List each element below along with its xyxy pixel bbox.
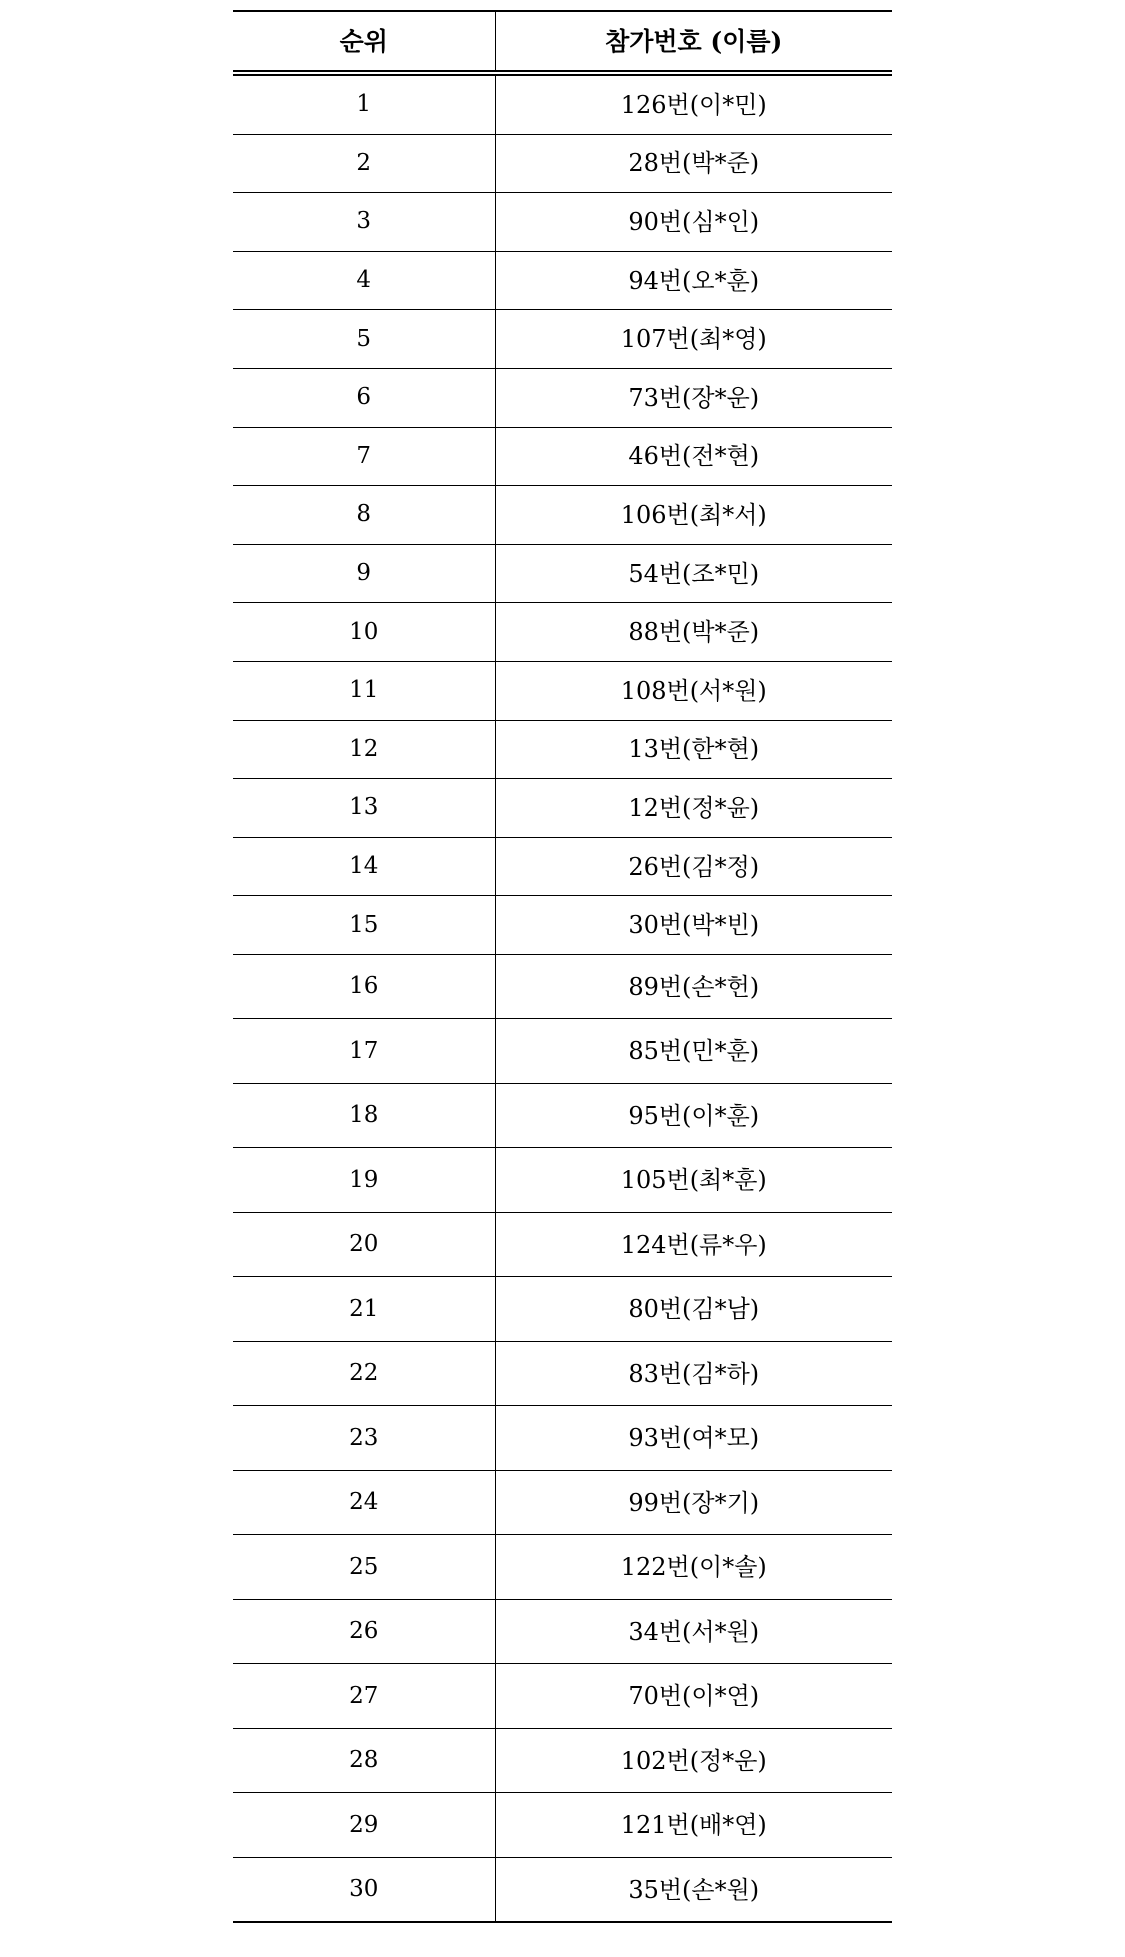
table-row (233, 1793, 892, 1858)
table-row (233, 368, 892, 427)
table-row (233, 1599, 892, 1664)
entry-cell: 85번(민*훈) (495, 1019, 892, 1084)
entry-cell: 34번(서*원) (495, 1599, 892, 1664)
entry-cell: 46번(전*현) (495, 427, 892, 486)
table-body (233, 73, 892, 1922)
rank-cell: 25 (233, 1535, 495, 1600)
rank-cell: 9 (233, 544, 495, 603)
rank-cell: 21 (233, 1277, 495, 1342)
entry-cell: 80번(김*남) (495, 1277, 892, 1342)
entry-cell: 35번(손*원) (495, 1857, 892, 1922)
header-entry: 참가번호 (이름) (495, 11, 892, 73)
table-row (233, 193, 892, 252)
rank-cell: 26 (233, 1599, 495, 1664)
entry-cell: 94번(오*훈) (495, 251, 892, 310)
rank-cell: 19 (233, 1148, 495, 1213)
table-row (233, 251, 892, 310)
entry-cell: 108번(서*원) (495, 661, 892, 720)
table-row (233, 310, 892, 369)
entry-cell: 54번(조*민) (495, 544, 892, 603)
table-row (233, 1470, 892, 1535)
entry-cell: 105번(최*훈) (495, 1148, 892, 1213)
table-row (233, 779, 892, 838)
entry-cell: 99번(장*기) (495, 1470, 892, 1535)
rank-cell: 10 (233, 603, 495, 662)
rank-cell: 13 (233, 779, 495, 838)
table-row (233, 1019, 892, 1084)
rank-cell: 16 (233, 954, 495, 1019)
table-row (233, 1728, 892, 1793)
rank-cell: 7 (233, 427, 495, 486)
table-row (233, 1083, 892, 1148)
rank-cell: 1 (233, 73, 495, 134)
table-row (233, 661, 892, 720)
entry-cell: 30번(박*빈) (495, 896, 892, 955)
table-row (233, 837, 892, 896)
rank-cell: 8 (233, 486, 495, 545)
entry-cell: 89번(손*헌) (495, 954, 892, 1019)
table-row (233, 544, 892, 603)
entry-cell: 12번(정*윤) (495, 779, 892, 838)
rank-cell: 15 (233, 896, 495, 955)
rank-cell: 6 (233, 368, 495, 427)
rank-cell: 3 (233, 193, 495, 252)
entry-cell: 124번(류*우) (495, 1212, 892, 1277)
entry-cell: 13번(한*현) (495, 720, 892, 779)
table-row (233, 896, 892, 955)
rank-cell: 22 (233, 1341, 495, 1406)
entry-cell: 93번(여*모) (495, 1406, 892, 1471)
entry-cell: 122번(이*솔) (495, 1535, 892, 1600)
entry-cell: 26번(김*정) (495, 837, 892, 896)
rank-cell: 28 (233, 1728, 495, 1793)
table-row (233, 603, 892, 662)
entry-cell: 73번(장*운) (495, 368, 892, 427)
header-row (233, 11, 892, 73)
rank-cell: 5 (233, 310, 495, 369)
table-row (233, 1406, 892, 1471)
table-row (233, 1341, 892, 1406)
entry-cell: 90번(심*인) (495, 193, 892, 252)
rank-cell: 23 (233, 1406, 495, 1471)
header-rank: 순위 (233, 11, 495, 73)
rank-cell: 4 (233, 251, 495, 310)
table-row (233, 1664, 892, 1729)
ranking-table (233, 10, 892, 1923)
rank-cell: 12 (233, 720, 495, 779)
entry-cell: 121번(배*연) (495, 1793, 892, 1858)
table-row (233, 427, 892, 486)
rank-cell: 2 (233, 134, 495, 193)
table-row (233, 1535, 892, 1600)
entry-cell: 70번(이*연) (495, 1664, 892, 1729)
entry-cell: 28번(박*준) (495, 134, 892, 193)
table-row (233, 1277, 892, 1342)
table-row (233, 73, 892, 134)
entry-cell: 88번(박*준) (495, 603, 892, 662)
table-header (233, 11, 892, 73)
rank-cell: 30 (233, 1857, 495, 1922)
rank-cell: 17 (233, 1019, 495, 1084)
entry-cell: 95번(이*훈) (495, 1083, 892, 1148)
table-row (233, 1212, 892, 1277)
entry-cell: 106번(최*서) (495, 486, 892, 545)
table-row (233, 134, 892, 193)
rank-cell: 18 (233, 1083, 495, 1148)
rank-cell: 20 (233, 1212, 495, 1277)
entry-cell: 102번(정*운) (495, 1728, 892, 1793)
table-row (233, 954, 892, 1019)
table-row (233, 720, 892, 779)
rank-cell: 11 (233, 661, 495, 720)
entry-cell: 107번(최*영) (495, 310, 892, 369)
table-row (233, 486, 892, 545)
table-row (233, 1148, 892, 1213)
table-row (233, 1857, 892, 1922)
entry-cell: 126번(이*민) (495, 73, 892, 134)
rank-cell: 24 (233, 1470, 495, 1535)
entry-cell: 83번(김*하) (495, 1341, 892, 1406)
rank-cell: 27 (233, 1664, 495, 1729)
rank-cell: 14 (233, 837, 495, 896)
rank-cell: 29 (233, 1793, 495, 1858)
